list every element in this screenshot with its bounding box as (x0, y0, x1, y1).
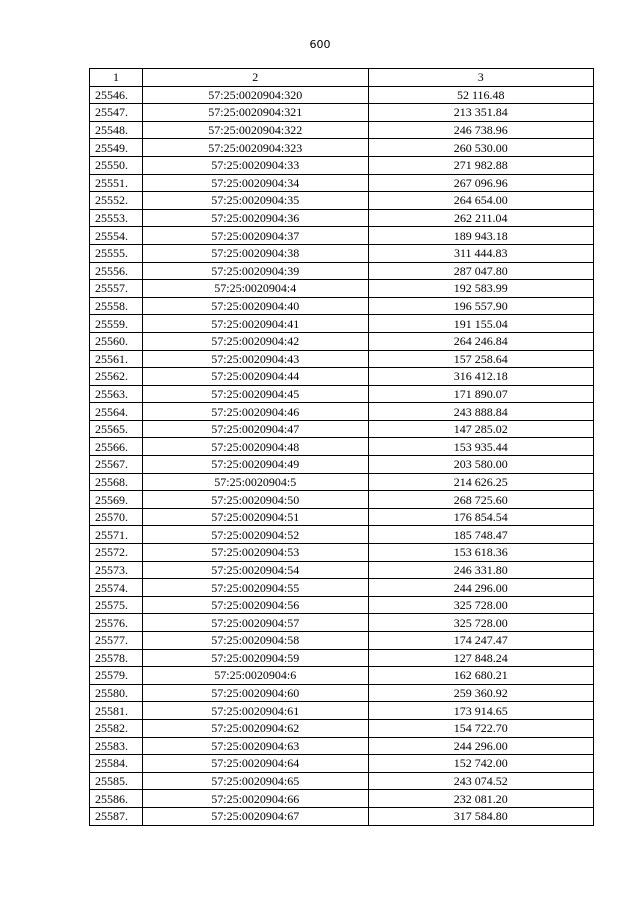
row-number-cell: 25566. (90, 438, 143, 456)
row-number-cell: 25547. (90, 104, 143, 122)
value-cell: 176 854.54 (368, 508, 593, 526)
cadastral-number-cell: 57:25:0020904:6 (142, 667, 368, 685)
row-number-cell: 25567. (90, 456, 143, 474)
row-number-cell: 25557. (90, 280, 143, 298)
cadastral-number-cell: 57:25:0020904:48 (142, 438, 368, 456)
value-cell: 153 618.36 (368, 544, 593, 562)
table-row (90, 350, 594, 368)
cadastral-number-cell: 57:25:0020904:4 (142, 280, 368, 298)
table-row (90, 174, 594, 192)
value-cell: 262 211.04 (368, 209, 593, 227)
row-number-cell: 25559. (90, 315, 143, 333)
value-cell: 244 296.00 (368, 579, 593, 597)
cadastral-number-cell: 57:25:0020904:34 (142, 174, 368, 192)
cadastral-number-cell: 57:25:0020904:51 (142, 508, 368, 526)
cadastral-number-cell: 57:25:0020904:62 (142, 719, 368, 737)
cadastral-number-cell: 57:25:0020904:33 (142, 156, 368, 174)
row-number-cell: 25552. (90, 192, 143, 210)
cadastral-number-cell: 57:25:0020904:52 (142, 526, 368, 544)
table-row (90, 491, 594, 509)
row-number-cell: 25553. (90, 209, 143, 227)
value-cell: 213 351.84 (368, 104, 593, 122)
row-number-cell: 25570. (90, 508, 143, 526)
cadastral-number-cell: 57:25:0020904:43 (142, 350, 368, 368)
value-cell: 157 258.64 (368, 350, 593, 368)
value-cell: 246 738.96 (368, 121, 593, 139)
cadastral-number-cell: 57:25:0020904:66 (142, 790, 368, 808)
row-number-cell: 25585. (90, 772, 143, 790)
row-number-cell: 25577. (90, 632, 143, 650)
cadastral-number-cell: 57:25:0020904:59 (142, 649, 368, 667)
row-number-cell: 25580. (90, 684, 143, 702)
value-cell: 52 116.48 (368, 86, 593, 104)
cadastral-number-cell: 57:25:0020904:45 (142, 385, 368, 403)
cadastral-number-cell: 57:25:0020904:38 (142, 244, 368, 262)
cadastral-number-cell: 57:25:0020904:44 (142, 368, 368, 386)
table-row (90, 227, 594, 245)
table-row (90, 368, 594, 386)
cadastral-number-cell: 57:25:0020904:37 (142, 227, 368, 245)
table-row (90, 737, 594, 755)
table-row (90, 315, 594, 333)
cadastral-number-cell: 57:25:0020904:64 (142, 755, 368, 773)
value-cell: 271 982.88 (368, 156, 593, 174)
table-row (90, 438, 594, 456)
row-number-cell: 25554. (90, 227, 143, 245)
value-cell: 232 081.20 (368, 790, 593, 808)
cadastral-number-cell: 57:25:0020904:321 (142, 104, 368, 122)
table-row (90, 755, 594, 773)
row-number-cell: 25549. (90, 139, 143, 157)
row-number-cell: 25563. (90, 385, 143, 403)
row-number-cell: 25573. (90, 561, 143, 579)
cadastral-number-cell: 57:25:0020904:5 (142, 473, 368, 491)
value-cell: 264 654.00 (368, 192, 593, 210)
value-cell: 152 742.00 (368, 755, 593, 773)
table-row (90, 667, 594, 685)
value-cell: 264 246.84 (368, 332, 593, 350)
row-number-cell: 25579. (90, 667, 143, 685)
row-number-cell: 25576. (90, 614, 143, 632)
table-body (90, 86, 594, 825)
row-number-cell: 25586. (90, 790, 143, 808)
table-row (90, 104, 594, 122)
table-row (90, 262, 594, 280)
cadastral-number-cell: 57:25:0020904:63 (142, 737, 368, 755)
cadastral-number-cell: 57:25:0020904:46 (142, 403, 368, 421)
row-number-cell: 25584. (90, 755, 143, 773)
value-cell: 325 728.00 (368, 614, 593, 632)
row-number-cell: 25587. (90, 807, 143, 825)
column-header-3: 3 (368, 69, 593, 87)
row-number-cell: 25548. (90, 121, 143, 139)
value-cell: 246 331.80 (368, 561, 593, 579)
table-row (90, 649, 594, 667)
table-row (90, 684, 594, 702)
table-row (90, 473, 594, 491)
row-number-cell: 25582. (90, 719, 143, 737)
cadastral-number-cell: 57:25:0020904:36 (142, 209, 368, 227)
value-cell: 196 557.90 (368, 297, 593, 315)
table-row (90, 403, 594, 421)
value-cell: 189 943.18 (368, 227, 593, 245)
value-cell: 317 584.80 (368, 807, 593, 825)
value-cell: 154 722.70 (368, 719, 593, 737)
row-number-cell: 25565. (90, 420, 143, 438)
row-number-cell: 25583. (90, 737, 143, 755)
cadastral-number-cell: 57:25:0020904:55 (142, 579, 368, 597)
value-cell: 268 725.60 (368, 491, 593, 509)
column-header-1: 1 (90, 69, 143, 87)
row-number-cell: 25575. (90, 596, 143, 614)
table-row (90, 614, 594, 632)
cadastral-number-cell: 57:25:0020904:41 (142, 315, 368, 333)
table-row (90, 526, 594, 544)
row-number-cell: 25574. (90, 579, 143, 597)
table-row (90, 192, 594, 210)
table-row (90, 385, 594, 403)
table-row (90, 209, 594, 227)
cadastral-number-cell: 57:25:0020904:47 (142, 420, 368, 438)
table-row (90, 86, 594, 104)
cadastral-number-cell: 57:25:0020904:54 (142, 561, 368, 579)
value-cell: 311 444.83 (368, 244, 593, 262)
cadastral-number-cell: 57:25:0020904:58 (142, 632, 368, 650)
table-row (90, 561, 594, 579)
row-number-cell: 25568. (90, 473, 143, 491)
table-row (90, 702, 594, 720)
row-number-cell: 25569. (90, 491, 143, 509)
cadastral-number-cell: 57:25:0020904:320 (142, 86, 368, 104)
value-cell: 259 360.92 (368, 684, 593, 702)
value-cell: 203 580.00 (368, 456, 593, 474)
value-cell: 192 583.99 (368, 280, 593, 298)
cadastral-number-cell: 57:25:0020904:65 (142, 772, 368, 790)
row-number-cell: 25571. (90, 526, 143, 544)
value-cell: 243 888.84 (368, 403, 593, 421)
table-row (90, 332, 594, 350)
table-row (90, 807, 594, 825)
page-number: 600 (309, 38, 331, 51)
row-number-cell: 25562. (90, 368, 143, 386)
value-cell: 316 412.18 (368, 368, 593, 386)
cadastral-number-cell: 57:25:0020904:40 (142, 297, 368, 315)
value-cell: 153 935.44 (368, 438, 593, 456)
value-cell: 244 296.00 (368, 737, 593, 755)
cadastral-number-cell: 57:25:0020904:60 (142, 684, 368, 702)
value-cell: 243 074.52 (368, 772, 593, 790)
table-row (90, 456, 594, 474)
column-header-2: 2 (142, 69, 368, 87)
row-number-cell: 25558. (90, 297, 143, 315)
row-number-cell: 25555. (90, 244, 143, 262)
table-row (90, 121, 594, 139)
value-cell: 174 247.47 (368, 632, 593, 650)
table-row (90, 244, 594, 262)
cadastral-number-cell: 57:25:0020904:39 (142, 262, 368, 280)
row-number-cell: 25556. (90, 262, 143, 280)
table-row (90, 632, 594, 650)
value-cell: 287 047.80 (368, 262, 593, 280)
table-row (90, 508, 594, 526)
table-row (90, 544, 594, 562)
table-row (90, 280, 594, 298)
cadastral-number-cell: 57:25:0020904:56 (142, 596, 368, 614)
cadastral-number-cell: 57:25:0020904:49 (142, 456, 368, 474)
cadastral-number-cell: 57:25:0020904:50 (142, 491, 368, 509)
cadastral-number-cell: 57:25:0020904:322 (142, 121, 368, 139)
value-cell: 147 285.02 (368, 420, 593, 438)
value-cell: 127 848.24 (368, 649, 593, 667)
cadastral-number-cell: 57:25:0020904:61 (142, 702, 368, 720)
row-number-cell: 25581. (90, 702, 143, 720)
value-cell: 214 626.25 (368, 473, 593, 491)
row-number-cell: 25560. (90, 332, 143, 350)
value-cell: 267 096.96 (368, 174, 593, 192)
table-row (90, 719, 594, 737)
cadastral-number-cell: 57:25:0020904:57 (142, 614, 368, 632)
row-number-cell: 25546. (90, 86, 143, 104)
row-number-cell: 25551. (90, 174, 143, 192)
value-cell: 325 728.00 (368, 596, 593, 614)
value-cell: 171 890.07 (368, 385, 593, 403)
cadastral-number-cell: 57:25:0020904:67 (142, 807, 368, 825)
table-row (90, 420, 594, 438)
value-cell: 185 748.47 (368, 526, 593, 544)
cadastral-number-cell: 57:25:0020904:42 (142, 332, 368, 350)
value-cell: 191 155.04 (368, 315, 593, 333)
table-row (90, 156, 594, 174)
cadastral-number-cell: 57:25:0020904:35 (142, 192, 368, 210)
row-number-cell: 25561. (90, 350, 143, 368)
table-row (90, 297, 594, 315)
table-row (90, 596, 594, 614)
table-row (90, 790, 594, 808)
table-row (90, 772, 594, 790)
row-number-cell: 25564. (90, 403, 143, 421)
value-cell: 173 914.65 (368, 702, 593, 720)
table-row (90, 579, 594, 597)
data-table (89, 68, 594, 826)
cadastral-number-cell: 57:25:0020904:53 (142, 544, 368, 562)
table-header-row (90, 69, 594, 87)
value-cell: 260 530.00 (368, 139, 593, 157)
table-row (90, 139, 594, 157)
row-number-cell: 25572. (90, 544, 143, 562)
cadastral-number-cell: 57:25:0020904:323 (142, 139, 368, 157)
row-number-cell: 25578. (90, 649, 143, 667)
row-number-cell: 25550. (90, 156, 143, 174)
value-cell: 162 680.21 (368, 667, 593, 685)
